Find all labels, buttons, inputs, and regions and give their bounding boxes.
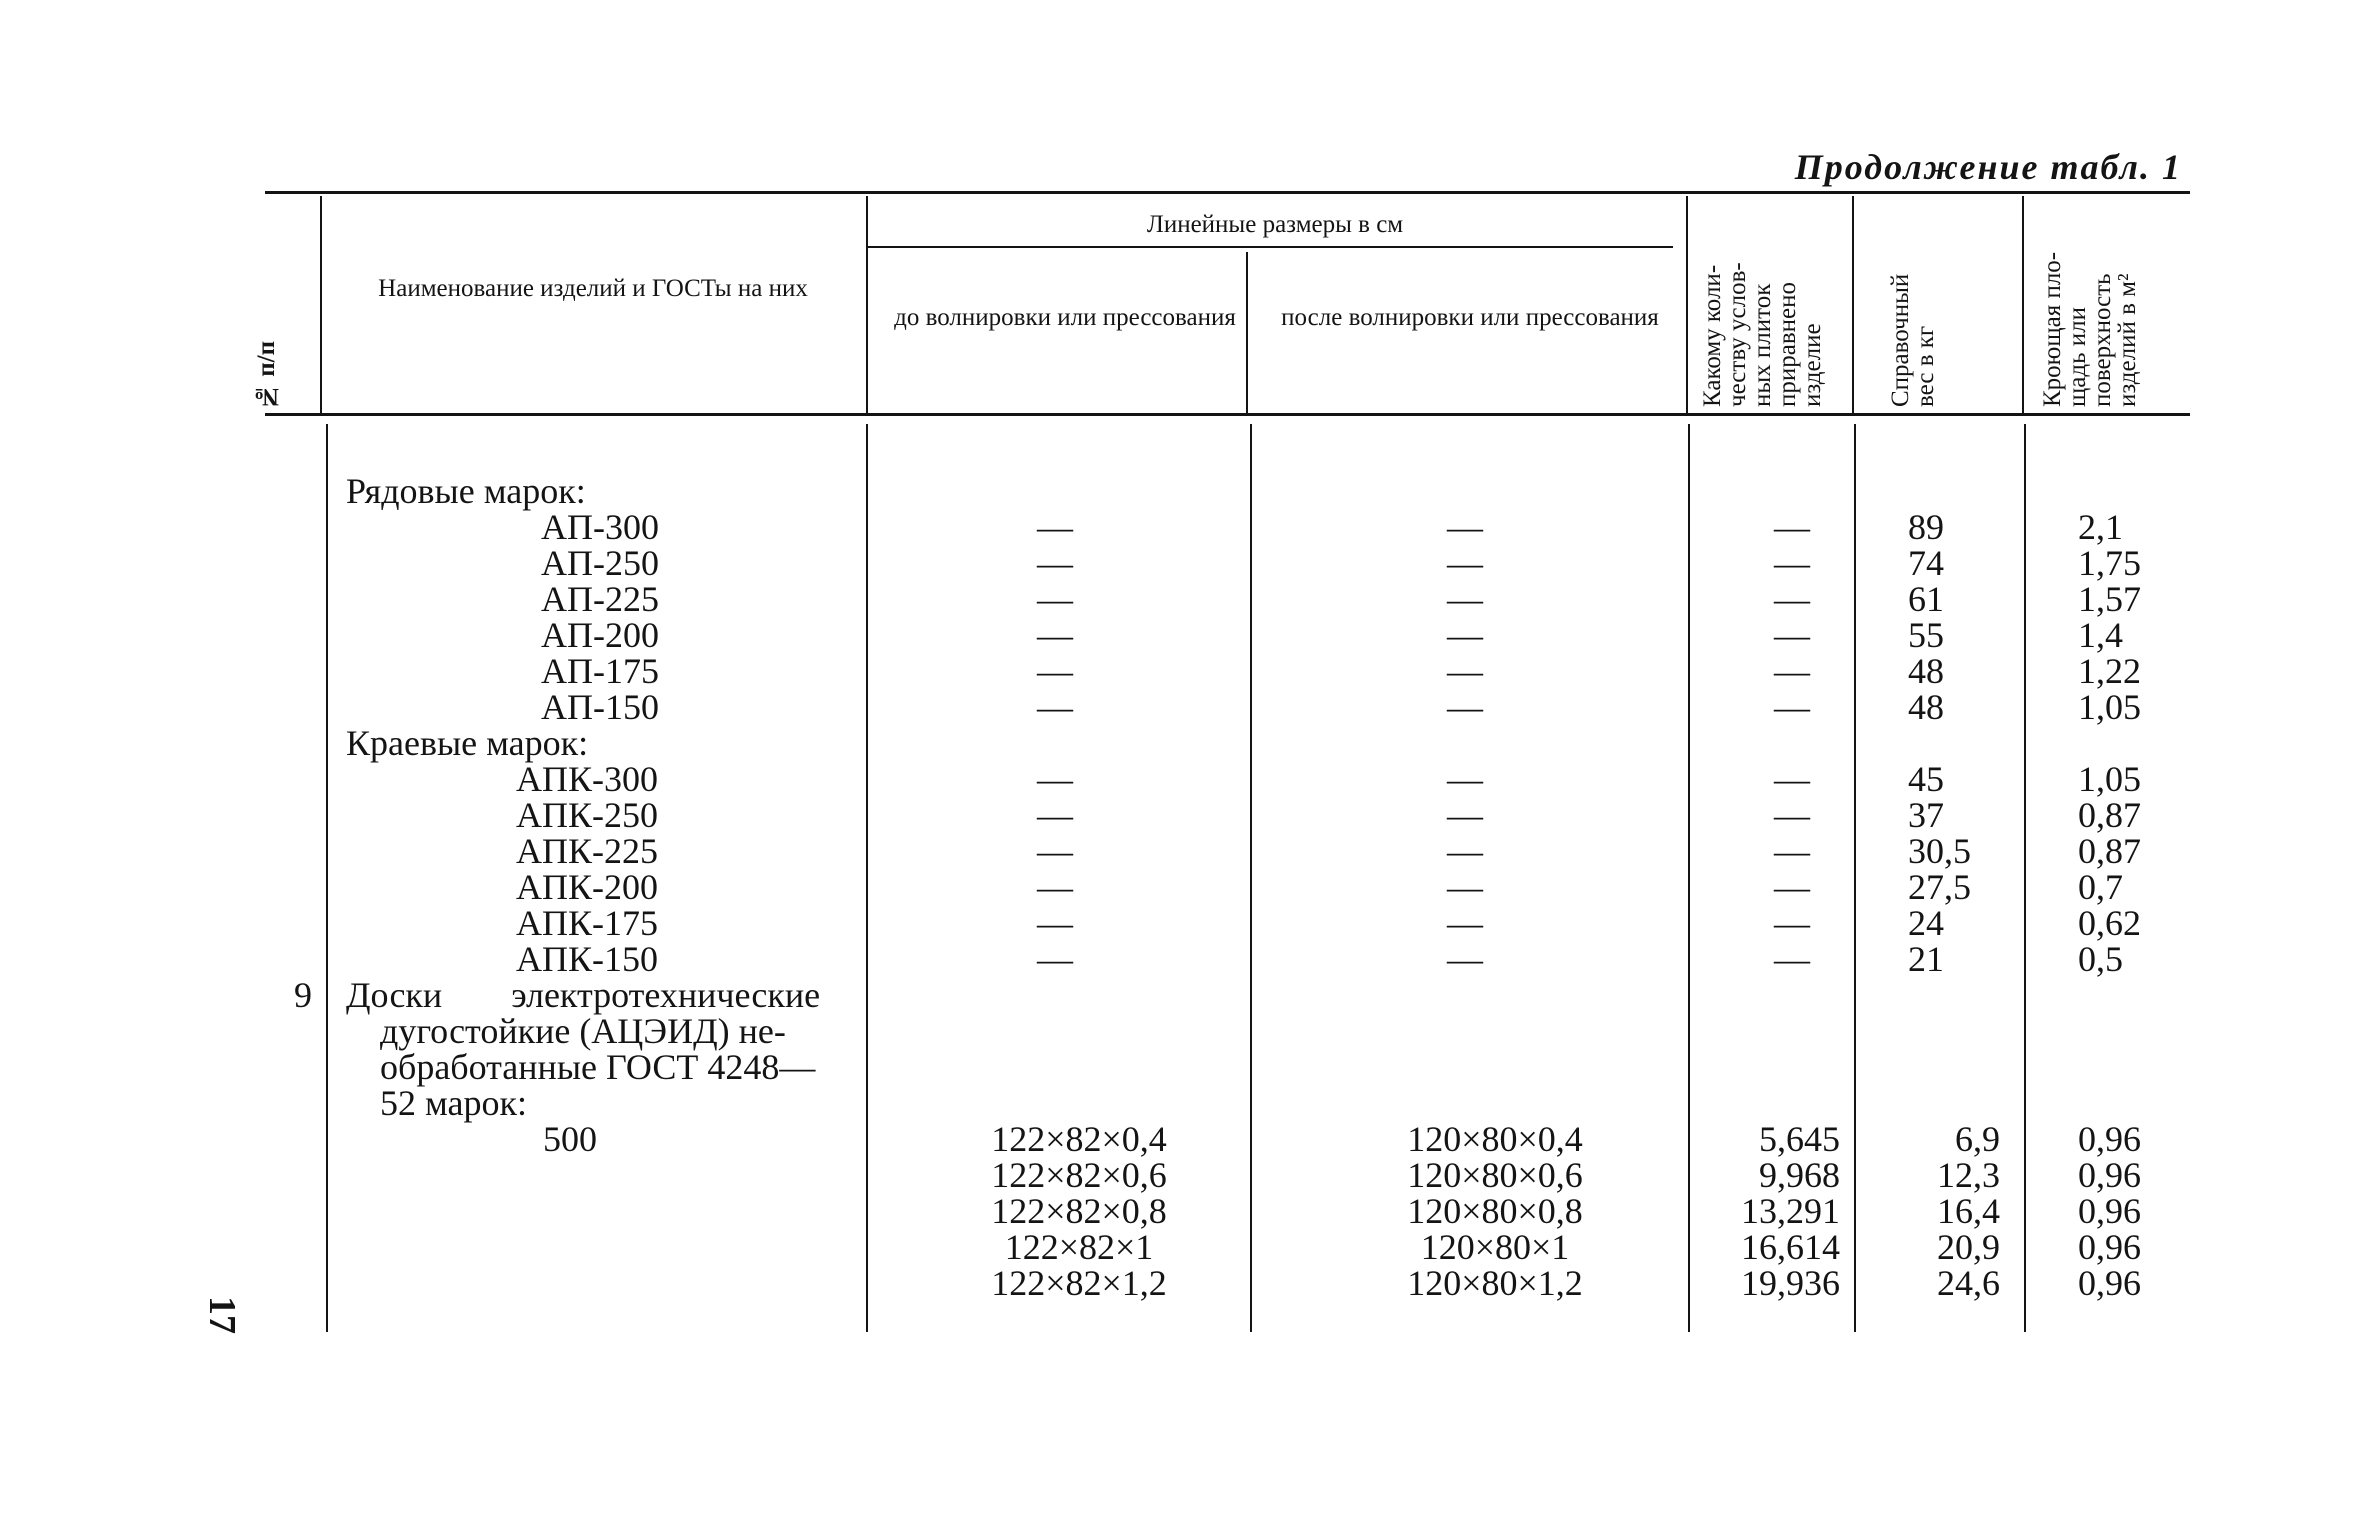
after-cell: — [1447,831,1483,871]
row-number-cell [270,1121,312,1157]
row-number-cell [270,473,312,509]
page-number: 17 [201,1296,243,1334]
header-divider [1686,196,1688,413]
row-number-cell: 9 [294,975,312,1015]
area-cell: 1,57 [2078,579,2141,619]
header-reference-weight: Справочный вес в кг [1887,273,1939,407]
before-cell: — [1037,939,1073,979]
weight-cell [1908,977,2018,1013]
after-cell: — [1447,759,1483,799]
after-cell: 120×80×1,2 [1407,1263,1583,1303]
row-number-cell [270,797,312,833]
weight-cell: 20,9 [1937,1227,2000,1267]
after-cell: — [1447,795,1483,835]
after-cell: — [1447,615,1483,655]
equiv-cell: — [1774,687,1810,727]
table-continuation-caption: Продолжение табл. 1 [1794,147,2182,187]
row-number-cell [270,1049,312,1085]
before-cell [900,1013,1210,1049]
row-number-cell [270,761,312,797]
after-cell: 120×80×0,6 [1407,1155,1583,1195]
row-number-cell [270,545,312,581]
row-number-cell [270,581,312,617]
area-cell: 1,05 [2078,759,2141,799]
area-cell: 1,4 [2078,615,2123,655]
before-cell: — [1037,831,1073,871]
equiv-cell: — [1774,939,1810,979]
row-number-cell [270,509,312,545]
weight-cell: 27,5 [1908,867,1971,907]
weight-cell: 45 [1908,759,1944,799]
after-cell [1300,473,1630,509]
header-linear-dimensions: Линейные размеры в см [1146,211,1404,238]
name-cell: АП-200 [541,615,659,655]
row-number-cell [270,1157,312,1193]
weight-cell: 24 [1908,903,1944,943]
area-cell: 0,87 [2078,795,2141,835]
weight-cell: 89 [1908,507,1944,547]
after-cell: — [1447,903,1483,943]
before-cell: 122×82×1,2 [991,1263,1167,1303]
weight-cell: 55 [1908,615,1944,655]
weight-cell: 24,6 [1937,1263,2000,1303]
name-cell: дугостойкие (АЦЭИД) не- [380,1011,786,1051]
area-cell [2078,1013,2188,1049]
before-cell [900,725,1210,761]
before-cell [900,473,1210,509]
area-cell [2078,473,2188,509]
equiv-cell: — [1774,795,1810,835]
name-cell: АП-250 [541,543,659,583]
area-cell: 0,5 [2078,939,2123,979]
row-number-cell [270,869,312,905]
row-number-cell [270,1193,312,1229]
after-cell [1300,977,1630,1013]
name-cell: АПК-225 [516,831,658,871]
column-covering-area [2078,473,2188,1301]
area-cell: 0,7 [2078,867,2123,907]
row-number-cell [270,1265,312,1301]
weight-cell [1908,1049,2018,1085]
column-divider [2024,424,2026,1332]
equiv-cell [1690,473,1840,509]
column-divider [1250,424,1252,1332]
name-cell: Рядовые марок: [346,471,586,511]
table-top-rule [265,191,2190,194]
header-equivalent-tiles: Какому коли- честву услов- ных плиток приравнено изделие [1699,262,1826,407]
equiv-cell: — [1774,759,1810,799]
row-number-cell [270,617,312,653]
weight-cell: 6,9 [1955,1119,2000,1159]
after-cell: — [1447,507,1483,547]
after-cell [1300,725,1630,761]
row-number-cell [270,689,312,725]
before-cell [900,977,1210,1013]
equiv-cell: — [1774,579,1810,619]
row-number-cell [270,941,312,977]
name-cell: АПК-150 [516,939,658,979]
name-cell: АПК-250 [516,795,658,835]
group-header-rule [868,246,1673,248]
area-cell [2078,1085,2188,1121]
before-cell: — [1037,651,1073,691]
weight-cell: 21 [1908,939,1944,979]
weight-cell: 12,3 [1937,1155,2000,1195]
area-cell: 0,62 [2078,903,2141,943]
column-item-name [346,473,858,1301]
area-cell: 1,05 [2078,687,2141,727]
header-divider [1246,252,1248,413]
before-cell: — [1037,579,1073,619]
weight-cell: 48 [1908,687,1944,727]
header-divider [866,196,868,413]
name-cell: АП-300 [541,507,659,547]
column-divider [1854,424,1856,1332]
equiv-cell: — [1774,867,1810,907]
row-number-cell [270,1013,312,1049]
name-cell [346,1229,858,1265]
row-number-cell [270,725,312,761]
after-cell: — [1447,543,1483,583]
row-number-cell [270,1085,312,1121]
area-cell: 1,22 [2078,651,2141,691]
area-cell: 1,75 [2078,543,2141,583]
area-cell [2078,725,2188,761]
weight-cell [1908,1085,2018,1121]
name-cell [346,1193,858,1229]
header-covering-area: Кроющая пло- щадь или поверхность изделий в м² [2039,251,2141,407]
weight-cell [1908,1013,2018,1049]
after-cell: — [1447,579,1483,619]
header-divider [1852,196,1854,413]
equiv-cell [1690,1013,1840,1049]
header-before-corrugation: до волнировки или прессования [894,304,1236,331]
weight-cell: 37 [1908,795,1944,835]
equiv-cell [1690,1085,1840,1121]
equiv-cell: 5,645 [1759,1119,1840,1159]
name-cell: 500 [543,1119,597,1159]
column-divider [326,424,328,1332]
before-cell: 122×82×0,6 [991,1155,1167,1195]
after-cell: — [1447,651,1483,691]
equiv-cell: — [1774,903,1810,943]
name-cell: АП-175 [541,651,659,691]
equiv-cell: 13,291 [1741,1191,1840,1231]
weight-cell: 74 [1908,543,1944,583]
row-number-cell [270,653,312,689]
area-cell: 0,87 [2078,831,2141,871]
after-cell: — [1447,687,1483,727]
header-row-number: № п/п [253,340,280,410]
area-cell [2078,1049,2188,1085]
before-cell: — [1037,615,1073,655]
area-cell [2078,977,2188,1013]
after-cell: 120×80×0,4 [1407,1119,1583,1159]
name-cell: АПК-300 [516,759,658,799]
before-cell: 122×82×0,4 [991,1119,1167,1159]
before-cell: — [1037,867,1073,907]
equiv-cell [1690,725,1840,761]
weight-cell [1908,725,2018,761]
area-cell: 0,96 [2078,1227,2141,1267]
after-cell [1300,1049,1630,1085]
header-divider [2022,196,2024,413]
weight-cell: 61 [1908,579,1944,619]
column-divider [866,424,868,1332]
row-number-cell [270,905,312,941]
equiv-cell: — [1774,651,1810,691]
after-cell: — [1447,939,1483,979]
header-item-name: Наименование изделий и ГОСТы на них [378,275,808,302]
equiv-cell: — [1774,507,1810,547]
equiv-cell: 16,614 [1741,1227,1840,1267]
area-cell: 0,96 [2078,1119,2141,1159]
row-number-cell [270,1229,312,1265]
before-cell: — [1037,903,1073,943]
header-bottom-rule [265,413,2190,416]
after-cell: — [1447,867,1483,907]
header-divider [320,196,322,413]
weight-cell [1908,473,2018,509]
after-cell: 120×80×1 [1420,1227,1570,1267]
column-reference-weight [1908,473,2018,1301]
area-cell: 0,96 [2078,1191,2141,1231]
name-cell: обработанные ГОСТ 4248— [380,1047,816,1087]
before-cell [900,1085,1210,1121]
weight-cell: 48 [1908,651,1944,691]
equiv-cell: 19,936 [1741,1263,1840,1303]
name-cell [346,1265,858,1301]
equiv-cell: — [1774,831,1810,871]
after-cell: 120×80×0,8 [1407,1191,1583,1231]
area-cell: 0,96 [2078,1263,2141,1303]
before-cell: 122×82×0,8 [991,1191,1167,1231]
name-cell: АП-225 [541,579,659,619]
name-cell: АП-150 [541,687,659,727]
equiv-cell [1690,977,1840,1013]
area-cell: 0,96 [2078,1155,2141,1195]
name-cell: Доски электротехнические [346,975,821,1015]
column-before-corrugation [900,473,1210,1301]
name-cell: Краевые марок: [346,723,589,763]
equiv-cell: — [1774,543,1810,583]
header-after-corrugation: после волнировки или прессования [1281,304,1659,331]
equiv-cell: 9,968 [1759,1155,1840,1195]
after-cell [1300,1013,1630,1049]
before-cell: — [1037,687,1073,727]
before-cell [900,1049,1210,1085]
equiv-cell: — [1774,615,1810,655]
name-cell: 52 марок: [380,1083,528,1123]
name-cell [346,1157,858,1193]
before-cell: — [1037,507,1073,547]
area-cell: 2,1 [2078,507,2123,547]
before-cell: — [1037,759,1073,799]
weight-cell: 16,4 [1937,1191,2000,1231]
column-after-corrugation [1300,473,1630,1301]
before-cell: — [1037,543,1073,583]
equiv-cell [1690,1049,1840,1085]
before-cell: 122×82×1 [1004,1227,1154,1267]
name-cell: АПК-200 [516,867,658,907]
row-number-cell [270,833,312,869]
after-cell [1300,1085,1630,1121]
name-cell: АПК-175 [516,903,658,943]
weight-cell: 30,5 [1908,831,1971,871]
column-row-number [270,473,320,1301]
before-cell: — [1037,795,1073,835]
column-equivalent-tiles [1690,473,1840,1301]
